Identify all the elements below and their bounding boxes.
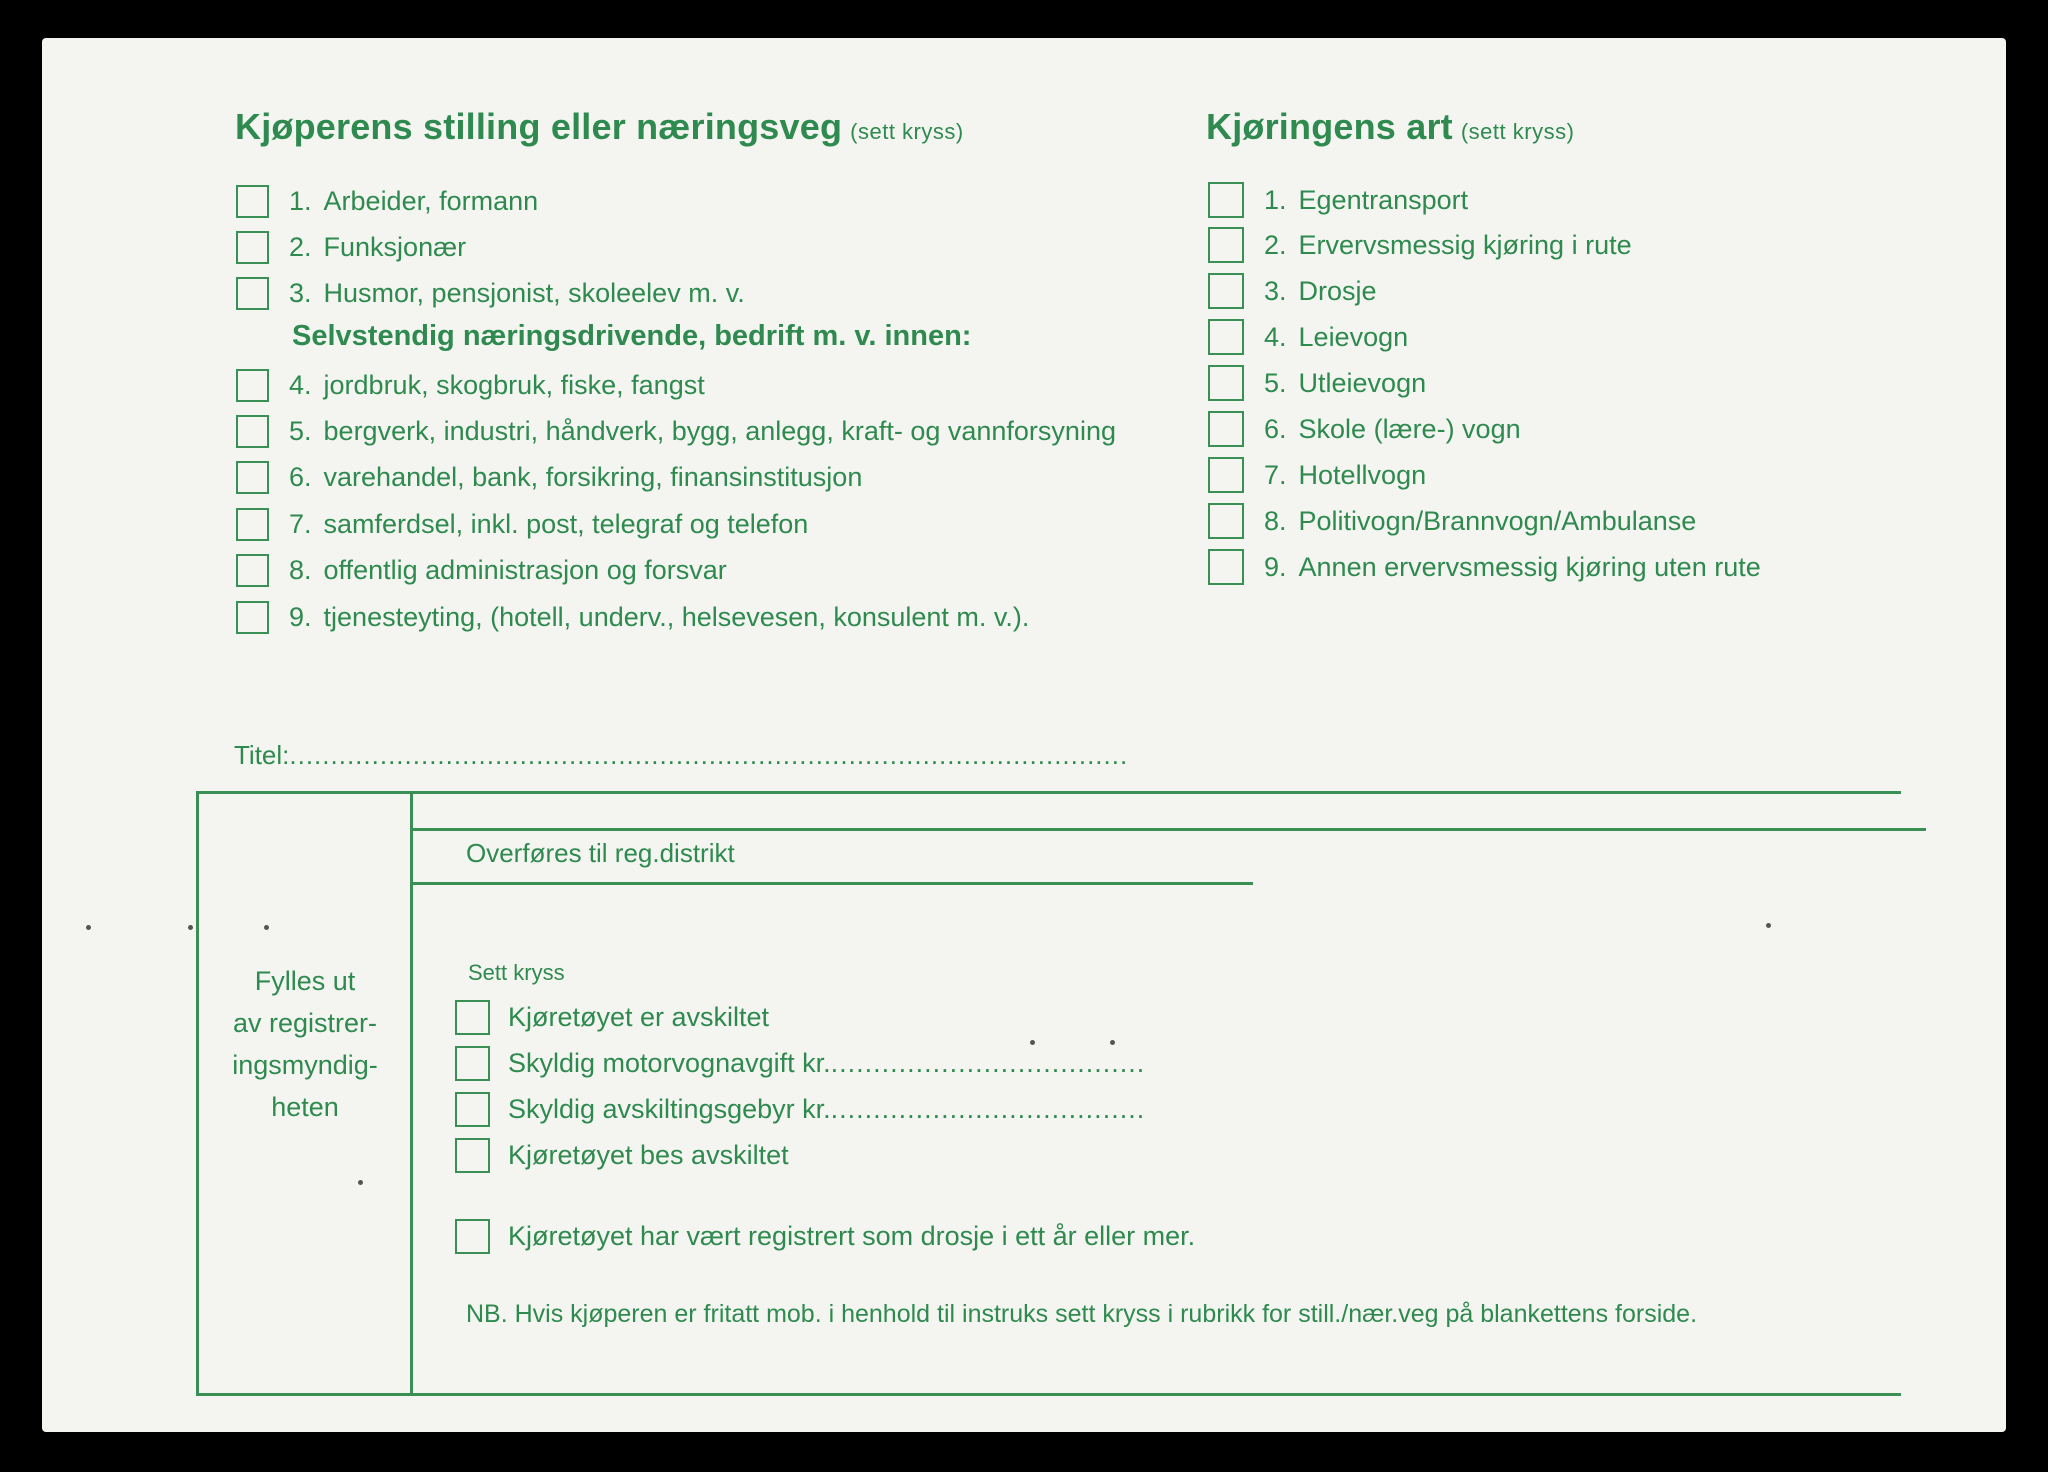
occupation-option-7[interactable] (236, 504, 808, 544)
option-label: bergverk, industri, håndverk, bygg, anlegg, kraft- og vannforsyning (323, 415, 1116, 446)
driving-option-7[interactable] (1208, 455, 1426, 495)
option-label: jordbruk, skogbruk, fiske, fangst (323, 369, 705, 400)
option-label: Egentransport (1298, 184, 1469, 215)
checkbox[interactable] (1208, 457, 1244, 493)
checkbox[interactable] (455, 1000, 490, 1035)
amount-dots: ..................................... (830, 1093, 1146, 1124)
checkbox[interactable] (236, 369, 269, 402)
registration-side-label (200, 960, 410, 1128)
transfer-district-field[interactable] (413, 882, 1253, 885)
check-label: Skyldig motorvognavgift kr. (508, 1047, 831, 1078)
heading-note: (sett kryss) (850, 119, 964, 144)
option-number: 1. (1264, 184, 1287, 215)
title-label: Titel: (234, 740, 290, 770)
option-number: 7. (1264, 459, 1287, 490)
option-label: offentlig administrasjon og forsvar (323, 554, 727, 585)
taxi-year-check[interactable] (455, 1216, 1195, 1256)
driving-option-8[interactable] (1208, 501, 1696, 541)
occupation-option-4[interactable] (236, 365, 705, 405)
driving-option-9[interactable] (1208, 547, 1761, 587)
paper-speck (1766, 923, 1771, 928)
checkbox[interactable] (236, 415, 269, 448)
driving-option-2[interactable] (1208, 225, 1632, 265)
option-label: samferdsel, inkl. post, telegraf og telefon (323, 508, 809, 539)
driving-option-6[interactable] (1208, 409, 1521, 449)
amount-dots: ..................................... (830, 1047, 1146, 1078)
deregistration-fee-owed-check[interactable] (455, 1089, 1145, 1129)
option-label: Husmor, pensjonist, skoleelev m. v. (323, 277, 745, 308)
checkbox[interactable] (1208, 503, 1244, 539)
occupation-option-9[interactable] (236, 597, 1029, 637)
option-number: 4. (1264, 321, 1287, 352)
option-number: 9. (289, 601, 312, 632)
side-label-line: av registrer- (232, 1008, 378, 1038)
option-number: 2. (1264, 229, 1287, 260)
option-number: 3. (1264, 275, 1287, 306)
option-number: 8. (1264, 505, 1287, 536)
checkbox[interactable] (236, 461, 269, 494)
option-label: varehandel, bank, forsikring, finansinstitusjon (323, 461, 863, 492)
transfer-district-label: Overføres til reg.distrikt (466, 838, 735, 868)
option-label: Drosje (1298, 275, 1377, 306)
paper-speck (1030, 1040, 1035, 1045)
checkbox[interactable] (236, 231, 269, 264)
side-label-line: ingsmyndig- (232, 1050, 378, 1080)
option-number: 9. (1264, 551, 1287, 582)
option-number: 8. (289, 554, 312, 585)
checkbox[interactable] (455, 1138, 490, 1173)
option-label: Funksjonær (323, 231, 467, 262)
title-dots: ...................................................................................................... (289, 740, 1129, 770)
side-label-line: heten (271, 1092, 339, 1122)
paper-speck (358, 1180, 363, 1185)
option-label: tjenesteyting, (hotell, underv., helsevesen, konsulent m. v.). (323, 601, 1030, 632)
nb-note: NB. Hvis kjøperen er fritatt mob. i henhold til instruks sett kryss i rubrikk for still./nær.veg på blankettens forside. (466, 1300, 1698, 1328)
option-number: 3. (289, 277, 312, 308)
option-label: Leievogn (1298, 321, 1409, 352)
check-label: Kjøretøyet er avskiltet (508, 1001, 770, 1032)
occupation-option-5[interactable] (236, 411, 1116, 451)
driving-option-3[interactable] (1208, 271, 1377, 311)
driving-option-4[interactable] (1208, 317, 1408, 357)
checkbox[interactable] (455, 1046, 490, 1081)
checkbox[interactable] (1208, 273, 1244, 309)
checkbox[interactable] (1208, 182, 1244, 218)
occupation-option-6[interactable] (236, 457, 862, 497)
buyer-occupation-heading (235, 106, 964, 148)
checkbox[interactable] (236, 185, 269, 218)
option-number: 1. (289, 185, 312, 216)
heading-text: Kjøringens art (1206, 106, 1453, 147)
option-number: 6. (1264, 413, 1287, 444)
occupation-option-3[interactable] (236, 273, 745, 313)
driving-option-5[interactable] (1208, 363, 1426, 403)
checkbox[interactable] (236, 508, 269, 541)
option-label: Hotellvogn (1298, 459, 1427, 490)
option-label: Ervervsmessig kjøring i rute (1298, 229, 1632, 260)
checkbox[interactable] (1208, 549, 1244, 585)
driving-option-1[interactable] (1208, 180, 1468, 220)
occupation-option-1[interactable] (236, 181, 538, 221)
paper-speck (188, 925, 193, 930)
check-label: Kjøretøyet har vært registrert som drosje i ett år eller mer. (508, 1220, 1196, 1251)
option-number: 5. (289, 415, 312, 446)
heading-text: Kjøperens stilling eller næringsveg (235, 106, 843, 147)
option-label: Utleievogn (1298, 367, 1427, 398)
side-label-line: Fylles ut (254, 966, 356, 996)
paper-speck (1110, 1040, 1115, 1045)
option-label: Skole (lære-) vogn (1298, 413, 1521, 444)
option-label: Arbeider, formann (323, 185, 539, 216)
option-label: Annen ervervsmessig kjøring uten rute (1298, 551, 1761, 582)
checkbox[interactable] (455, 1092, 490, 1127)
motor-tax-owed-check[interactable] (455, 1043, 1145, 1083)
option-number: 5. (1264, 367, 1287, 398)
option-number: 4. (289, 369, 312, 400)
check-label: Kjøretøyet bes avskiltet (508, 1139, 789, 1170)
checkbox[interactable] (236, 601, 269, 634)
checkbox[interactable] (1208, 227, 1244, 263)
option-number: 6. (289, 461, 312, 492)
occupation-option-8[interactable] (236, 550, 727, 590)
paper-speck (86, 925, 91, 930)
deregistered-check[interactable] (455, 997, 769, 1037)
option-number: 7. (289, 508, 312, 539)
checkbox[interactable] (1208, 319, 1244, 355)
set-cross-label: Sett kryss (468, 960, 565, 985)
self-employed-subheading: Selvstendig næringsdrivende, bedrift m. v. innen: (292, 320, 972, 352)
paper-speck (264, 925, 269, 930)
deregistration-requested-check[interactable] (455, 1135, 789, 1175)
title-field[interactable] (234, 740, 1128, 771)
checkbox[interactable] (1208, 365, 1244, 401)
checkbox[interactable] (1208, 411, 1244, 447)
checkbox[interactable] (455, 1219, 490, 1254)
checkbox[interactable] (236, 554, 269, 587)
option-label: Politivogn/Brannvogn/Ambulanse (1298, 505, 1697, 536)
driving-type-heading (1206, 106, 1574, 148)
option-number: 2. (289, 231, 312, 262)
check-label: Skyldig avskiltingsgebyr kr. (508, 1093, 831, 1124)
occupation-option-2[interactable] (236, 227, 466, 267)
registration-top-rule (410, 828, 1926, 831)
heading-note: (sett kryss) (1460, 119, 1575, 144)
checkbox[interactable] (236, 277, 269, 310)
